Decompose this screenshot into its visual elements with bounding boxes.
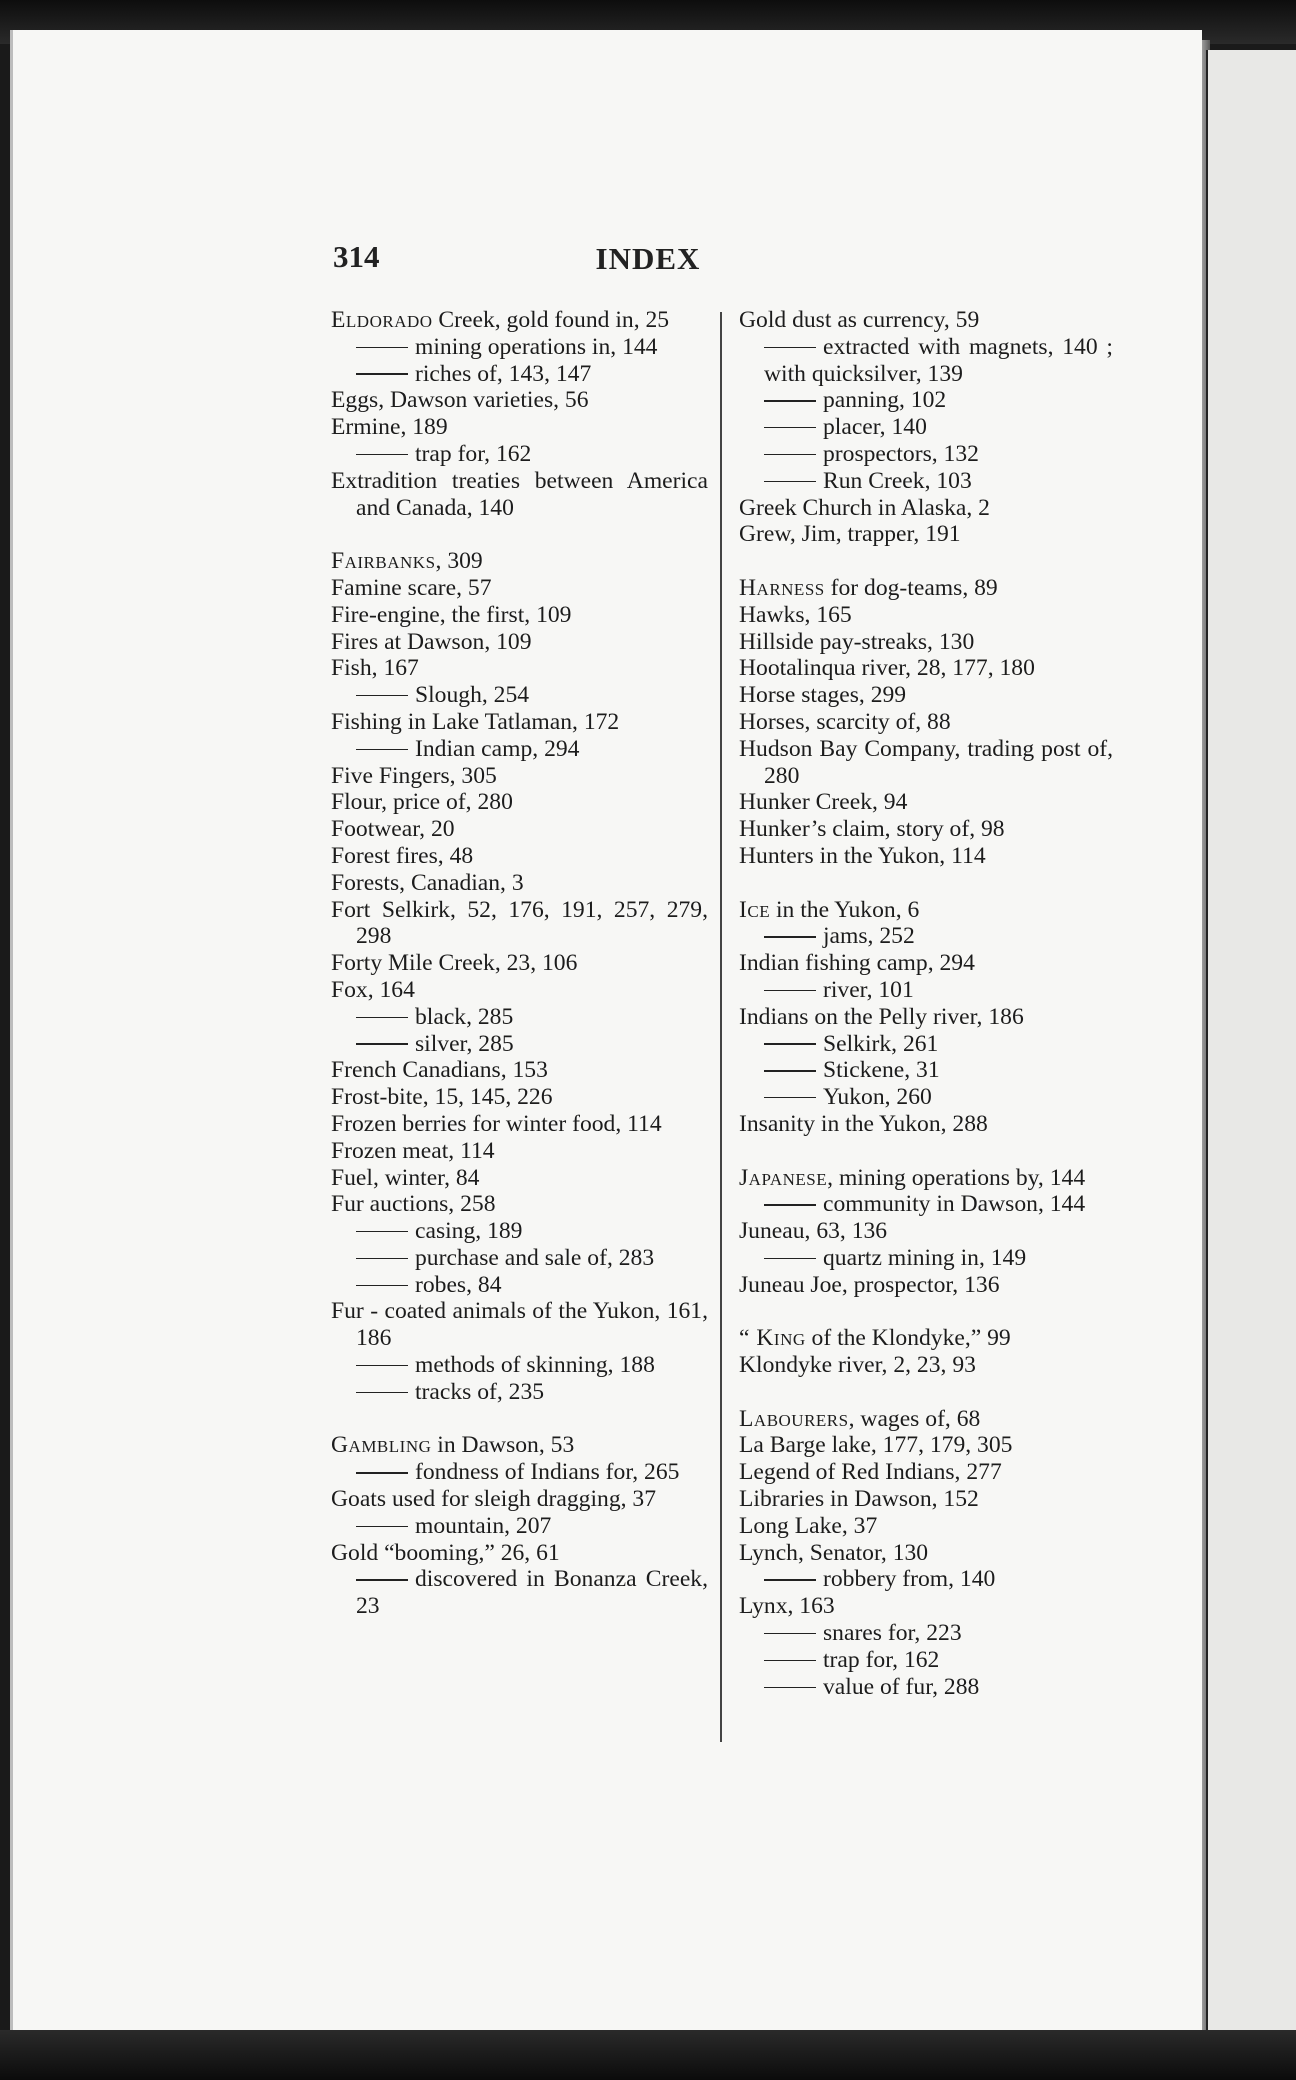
ditto-dash <box>764 1687 816 1688</box>
index-entry <box>739 682 1113 709</box>
entry-text: Stickene, 31 <box>823 1057 940 1084</box>
index-subentry <box>331 736 708 763</box>
ditto-dash <box>356 749 408 750</box>
section-lead-word: Fairbanks <box>331 548 436 575</box>
entry-text: prospectors, 132 <box>823 440 979 467</box>
entry-text: Libraries in Dawson, 152 <box>739 1486 979 1513</box>
index-entry <box>739 1004 1113 1031</box>
index-entry <box>739 1352 1113 1379</box>
entry-text: Fur - coated animals of the Yukon, 161, 186 <box>331 1298 708 1352</box>
entry-text: casing, 189 <box>415 1218 523 1245</box>
index-entry <box>331 1298 708 1352</box>
entry-text: Fort Selkirk, 52, 176, 191, 257, 279, 298 <box>331 896 708 950</box>
next-page-edge <box>1206 50 1296 2030</box>
index-subentry <box>331 682 708 709</box>
entry-text: Lynx, 163 <box>739 1593 835 1620</box>
entry-text: Selkirk, 261 <box>823 1030 939 1057</box>
entry-text: trap for, 162 <box>415 440 532 467</box>
index-entry <box>739 629 1113 656</box>
index-entry <box>739 1325 1113 1352</box>
index-entry <box>331 977 708 1004</box>
entry-text: La Barge lake, 177, 179, 305 <box>739 1432 1013 1459</box>
index-entry <box>739 307 1113 334</box>
ditto-dash <box>764 1258 816 1259</box>
entry-text: Hootalinqua river, 28, 177, 180 <box>739 655 1035 682</box>
section-lead-word: “ King <box>739 1325 806 1352</box>
entry-text: Flour, price of, 280 <box>331 789 513 816</box>
entry-text: Forests, Canadian, 3 <box>331 869 524 896</box>
entry-text: Hillside pay-streaks, 130 <box>739 628 975 655</box>
entry-text: Greek Church in Alaska, 2 <box>739 494 990 521</box>
entry-text: silver, 285 <box>415 1030 514 1057</box>
index-subentry <box>739 1245 1113 1272</box>
index-entry <box>739 1165 1113 1192</box>
index-entry <box>739 1111 1113 1138</box>
entry-text: fondness of Indians for, 265 <box>415 1459 680 1486</box>
index-entry <box>739 897 1113 924</box>
index-entry <box>739 1272 1113 1299</box>
index-entry <box>331 1138 708 1165</box>
ditto-dash <box>764 1097 816 1098</box>
index-column-left <box>331 307 708 1620</box>
entry-text: Forest fires, 48 <box>331 842 474 869</box>
scan-bottom-edge <box>0 2030 1296 2080</box>
entry-text: Indian camp, 294 <box>415 735 580 762</box>
ditto-dash <box>356 1285 408 1286</box>
index-entry <box>331 709 708 736</box>
ditto-dash <box>764 1043 816 1044</box>
index-subentry <box>739 1191 1113 1218</box>
page-number: 314 <box>333 239 380 274</box>
section-gap <box>739 548 1113 575</box>
entry-text: robbery from, 140 <box>823 1566 996 1593</box>
section-gap <box>739 1138 1113 1165</box>
entry-text: Grew, Jim, trapper, 191 <box>739 521 961 548</box>
ditto-dash <box>356 1017 408 1018</box>
entry-text: river, 101 <box>823 976 914 1003</box>
index-entry <box>739 1513 1113 1540</box>
entry-text: Frost-bite, 15, 145, 226 <box>331 1084 553 1111</box>
entry-text: Fire-engine, the first, 109 <box>331 601 572 628</box>
ditto-dash <box>356 1365 408 1366</box>
index-entry <box>331 414 708 441</box>
index-entry <box>331 1057 708 1084</box>
entry-text: Extradition treaties between America and Canada, 140 <box>331 467 708 521</box>
index-entry <box>739 950 1113 977</box>
section-lead-word: Labourers <box>739 1405 849 1432</box>
index-subentry <box>739 1566 1113 1593</box>
index-entry <box>331 548 708 575</box>
entry-text: Juneau, 63, 136 <box>739 1218 888 1245</box>
entry-text: Horse stages, 299 <box>739 682 907 709</box>
page-title: INDEX <box>595 241 701 276</box>
entry-text: methods of skinning, 188 <box>415 1352 655 1379</box>
index-entry <box>331 870 708 897</box>
entry-text: extracted with magnets, 140 ; with quicksilver, 139 <box>764 333 1113 387</box>
index-entry <box>739 1593 1113 1620</box>
entry-text: Lynch, Senator, 130 <box>739 1539 929 1566</box>
section-lead-word: Ice <box>739 896 771 923</box>
ditto-dash <box>356 347 408 348</box>
ditto-dash <box>764 427 816 428</box>
entry-text: Fuel, winter, 84 <box>331 1164 480 1191</box>
entry-text: Hunker’s claim, story of, 98 <box>739 816 1005 843</box>
index-entry <box>739 789 1113 816</box>
entry-text: discovered in Bonanza Creek, 23 <box>356 1566 708 1620</box>
index-entry <box>331 307 708 334</box>
index-subentry <box>331 1513 708 1540</box>
section-lead-word: Gambling <box>331 1432 432 1459</box>
entry-text: Insanity in the Yukon, 288 <box>739 1110 988 1137</box>
index-subentry <box>739 977 1113 1004</box>
index-subentry <box>739 1620 1113 1647</box>
entry-text: Run Creek, 103 <box>823 467 972 494</box>
section-gap <box>331 1406 708 1433</box>
index-subentry <box>739 387 1113 414</box>
entry-text: riches of, 143, 147 <box>415 360 592 387</box>
ditto-dash <box>764 347 816 348</box>
entry-text: , 309 <box>435 548 483 575</box>
section-gap <box>739 870 1113 897</box>
index-entry <box>331 468 708 522</box>
entry-text: Long Lake, 37 <box>739 1512 878 1539</box>
index-subentry <box>331 334 708 361</box>
index-subentry <box>739 441 1113 468</box>
entry-text: Legend of Red Indians, 277 <box>739 1459 1002 1486</box>
index-subentry <box>739 468 1113 495</box>
index-entry <box>739 843 1113 870</box>
index-entry <box>331 629 708 656</box>
index-entry <box>331 1486 708 1513</box>
entry-text: Fish, 167 <box>331 655 419 682</box>
entry-text: quartz mining in, 149 <box>823 1244 1027 1271</box>
index-subentry <box>331 1352 708 1379</box>
index-subentry <box>331 1004 708 1031</box>
ditto-dash <box>356 373 408 374</box>
ditto-dash <box>764 400 816 401</box>
entry-text: mountain, 207 <box>415 1512 552 1539</box>
ditto-dash <box>764 481 816 482</box>
index-entry <box>739 709 1113 736</box>
index-subentry <box>331 1245 708 1272</box>
entry-text: Indians on the Pelly river, 186 <box>739 1003 1024 1030</box>
index-subentry <box>331 1031 708 1058</box>
entry-text: Hudson Bay Company, trading post of, 280 <box>739 735 1113 789</box>
index-entry <box>331 1165 708 1192</box>
entry-text: panning, 102 <box>823 387 947 414</box>
ditto-dash <box>356 1043 408 1044</box>
entry-text: value of fur, 288 <box>823 1673 980 1700</box>
index-entry <box>331 655 708 682</box>
index-subentry <box>739 923 1113 950</box>
entry-text: Creek, gold found in, 25 <box>432 307 670 333</box>
index-entry <box>739 521 1113 548</box>
index-subentry <box>331 441 708 468</box>
entry-text: Goats used for sleigh dragging, 37 <box>331 1486 657 1513</box>
index-column-right <box>739 307 1113 1700</box>
index-entry <box>739 1486 1113 1513</box>
index-entry <box>739 816 1113 843</box>
ditto-dash <box>356 1231 408 1232</box>
index-subentry <box>739 334 1113 388</box>
ditto-dash <box>356 454 408 455</box>
entry-text: Five Fingers, 305 <box>331 762 497 789</box>
ditto-dash <box>764 936 816 937</box>
entry-text: mining operations in, 144 <box>415 333 658 360</box>
ditto-dash <box>356 1258 408 1259</box>
entry-text: Fires at Dawson, 109 <box>331 628 532 655</box>
ditto-dash <box>356 695 408 696</box>
index-subentry <box>331 1218 708 1245</box>
ditto-dash <box>356 1526 408 1527</box>
entry-text: Yukon, 260 <box>823 1084 932 1111</box>
index-entry <box>739 1540 1113 1567</box>
entry-text: for dog-teams, 89 <box>824 574 998 601</box>
index-subentry <box>331 1272 708 1299</box>
ditto-dash <box>764 1660 816 1661</box>
index-entry <box>331 950 708 977</box>
ditto-dash <box>764 1204 816 1205</box>
index-entry <box>331 1084 708 1111</box>
entry-text: Slough, 254 <box>415 682 530 709</box>
entry-text: black, 285 <box>415 1003 514 1030</box>
entry-text: Juneau Joe, prospector, 136 <box>739 1271 1000 1298</box>
entry-text: Horses, scarcity of, 88 <box>739 708 951 735</box>
entry-text: Fox, 164 <box>331 976 415 1003</box>
index-entry <box>331 843 708 870</box>
index-subentry <box>331 361 708 388</box>
index-entry <box>331 763 708 790</box>
index-subentry <box>331 1379 708 1406</box>
section-gap <box>739 1298 1113 1325</box>
entry-text: in the Yukon, 6 <box>770 896 920 923</box>
index-entry <box>331 387 708 414</box>
index-entry <box>331 1540 708 1567</box>
entry-text: Gold dust as currency, 59 <box>739 307 980 333</box>
entry-text: trap for, 162 <box>823 1646 940 1673</box>
section-lead-word: Harness <box>739 574 825 601</box>
entry-text: Forty Mile Creek, 23, 106 <box>331 950 578 977</box>
entry-text: tracks of, 235 <box>415 1378 545 1405</box>
index-entry <box>331 816 708 843</box>
index-subentry <box>739 1084 1113 1111</box>
entry-text: Footwear, 20 <box>331 816 455 843</box>
entry-text: Klondyke river, 2, 23, 93 <box>739 1352 976 1379</box>
section-lead-word: Japanese <box>739 1164 828 1191</box>
section-lead-word: Eldorado <box>331 307 433 333</box>
entry-text: , mining operations by, 144 <box>827 1164 1086 1191</box>
index-entry <box>739 655 1113 682</box>
entry-text: robes, 84 <box>415 1271 502 1298</box>
index-entry <box>331 1191 708 1218</box>
index-entry <box>739 736 1113 790</box>
ditto-dash <box>764 990 816 991</box>
entry-text: Indian fishing camp, 294 <box>739 950 975 977</box>
index-entry <box>331 897 708 951</box>
entry-text: , wages of, 68 <box>848 1405 981 1432</box>
index-subentry <box>331 1459 708 1486</box>
index-entry <box>739 1459 1113 1486</box>
ditto-dash <box>764 1070 816 1071</box>
ditto-dash <box>764 1579 816 1580</box>
entry-text: Frozen berries for winter food, 114 <box>331 1110 662 1137</box>
ditto-dash <box>764 454 816 455</box>
index-entry <box>739 495 1113 522</box>
entry-text: snares for, 223 <box>823 1620 962 1647</box>
section-gap <box>739 1379 1113 1406</box>
index-entry <box>739 1432 1113 1459</box>
entry-text: community in Dawson, 144 <box>823 1191 1086 1218</box>
entry-text: Frozen meat, 114 <box>331 1137 495 1164</box>
entry-text: Ermine, 189 <box>331 414 448 441</box>
entry-text: of the Klondyke,” 99 <box>805 1325 1011 1352</box>
entry-text: Eggs, Dawson varieties, 56 <box>331 387 589 414</box>
ditto-dash <box>356 1579 408 1580</box>
ditto-dash <box>356 1472 408 1473</box>
entry-text: Famine scare, 57 <box>331 574 492 601</box>
index-entry <box>331 1432 708 1459</box>
index-entry <box>739 1218 1113 1245</box>
index-entry <box>739 575 1113 602</box>
index-entry <box>331 602 708 629</box>
entry-text: in Dawson, 53 <box>431 1432 575 1459</box>
index-entry <box>331 1111 708 1138</box>
entry-text: French Canadians, 153 <box>331 1057 548 1084</box>
section-gap <box>331 521 708 548</box>
index-entry <box>739 602 1113 629</box>
entry-text: Hunters in the Yukon, 114 <box>739 842 986 869</box>
index-subentry <box>739 1057 1113 1084</box>
index-entry <box>331 575 708 602</box>
entry-text: Hunker Creek, 94 <box>739 789 908 816</box>
entry-text: Fur auctions, 258 <box>331 1191 496 1218</box>
entry-text: jams, 252 <box>823 923 915 950</box>
index-entry <box>331 789 708 816</box>
index-subentry <box>739 414 1113 441</box>
index-subentry <box>331 1566 708 1620</box>
entry-text: Hawks, 165 <box>739 601 852 628</box>
column-divider <box>720 312 722 1742</box>
entry-text: Gold “booming,” 26, 61 <box>331 1539 560 1566</box>
entry-text: placer, 140 <box>823 414 927 441</box>
index-subentry <box>739 1031 1113 1058</box>
entry-text: purchase and sale of, 283 <box>415 1244 655 1271</box>
index-subentry <box>739 1647 1113 1674</box>
ditto-dash <box>356 1392 408 1393</box>
index-entry <box>739 1406 1113 1433</box>
index-subentry <box>739 1674 1113 1701</box>
ditto-dash <box>764 1633 816 1634</box>
entry-text: Fishing in Lake Tatlaman, 172 <box>331 708 620 735</box>
